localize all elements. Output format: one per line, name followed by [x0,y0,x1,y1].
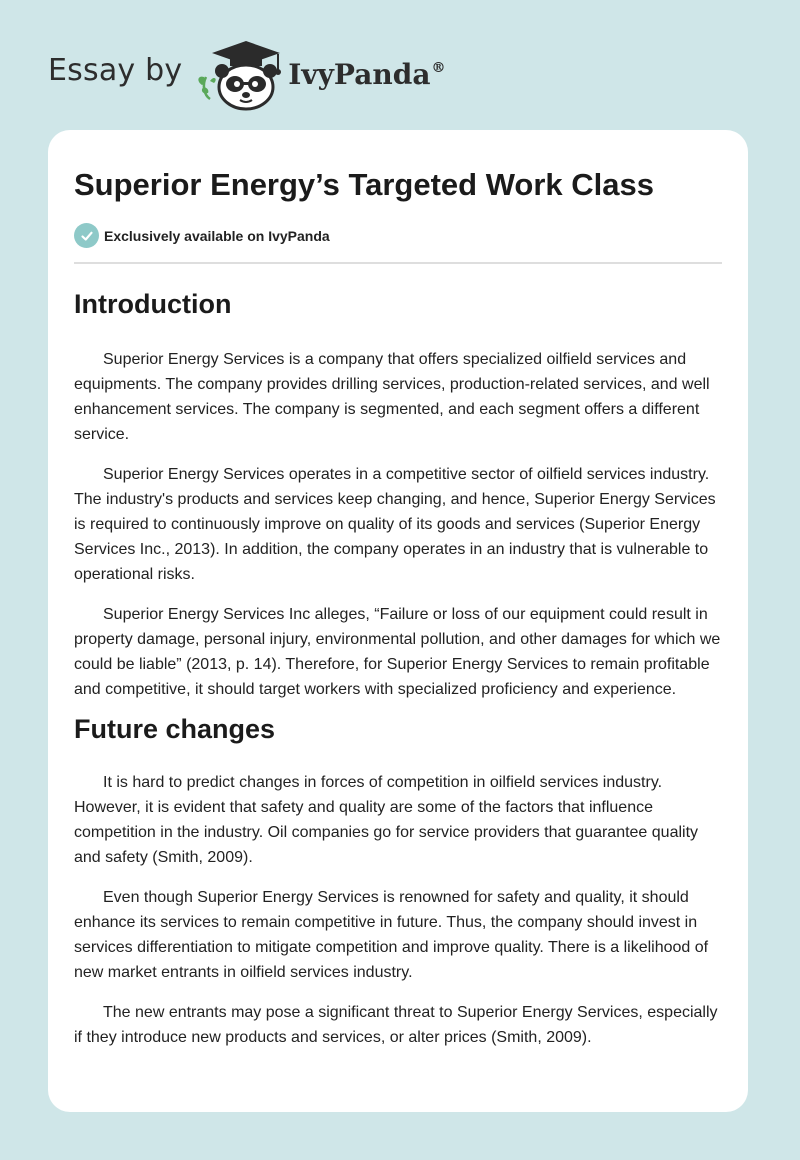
brand-header[interactable] [48,34,445,114]
section-heading: Introduction [74,289,232,319]
paragraph: Even though Superior Energy Services is renowned for safety and quality, it should enhance its services to remain competitive in future. Thus, the company should invest in services differentiation to mitigate competition and improve quality. There is a likelihood of new market entrants in oilfield services industry. [74,889,709,981]
exclusive-badge [74,223,722,248]
panda-logo-icon [196,37,282,111]
paragraph: Superior Energy Services is a company that offers specialized oilfield services and equipments. The company provides drilling services, production-related services, and well enhancement services. The company is segmented, and each segment offers a different service. [74,351,710,443]
section-future-changes [74,712,722,1050]
brand-prefix: Essay by [48,52,183,88]
paragraph: Superior Energy Services Inc alleges, “Failure or loss of our equipment could result in property damage, personal injury, environmental pollution, and other damages for which we could be liable” (2013, p. 14). Therefore, for Superior Energy Services to remain profitable and competitive, it should target workers with specialized proficiency and experience. [74,606,721,698]
exclusive-label: Exclusively available on IvyPanda [104,227,330,244]
check-icon [74,223,99,248]
paragraph: It is hard to predict changes in forces of competition in oilfield services industry. However, it is evident that safety and quality are some of the factors that influence competition in the industry. Oil companies go for service providers that guarantee quality and safety (Smith, 2009). [74,774,699,866]
section-introduction [74,287,722,702]
page-title: Superior Energy’s Targeted Work Class [74,167,654,202]
paragraph: Superior Energy Services operates in a competitive sector of oilfield services industry. The industry's products and services keep changing, and hence, Superior Energy Services is required to continuously improve on quality of its goods and services (Superior Energy Services Inc., 2013). In addition, the company operates in an industry that is vulnerable to operational risks. [74,466,716,583]
essay-card [48,130,748,1112]
divider [74,262,722,264]
brand-name: IvyPanda® [288,57,446,91]
section-heading: Future changes [74,714,276,744]
paragraph: The new entrants may pose a significant threat to Superior Energy Services, especially if they introduce new products and services, or alter prices (Smith, 2009). [74,1004,718,1046]
